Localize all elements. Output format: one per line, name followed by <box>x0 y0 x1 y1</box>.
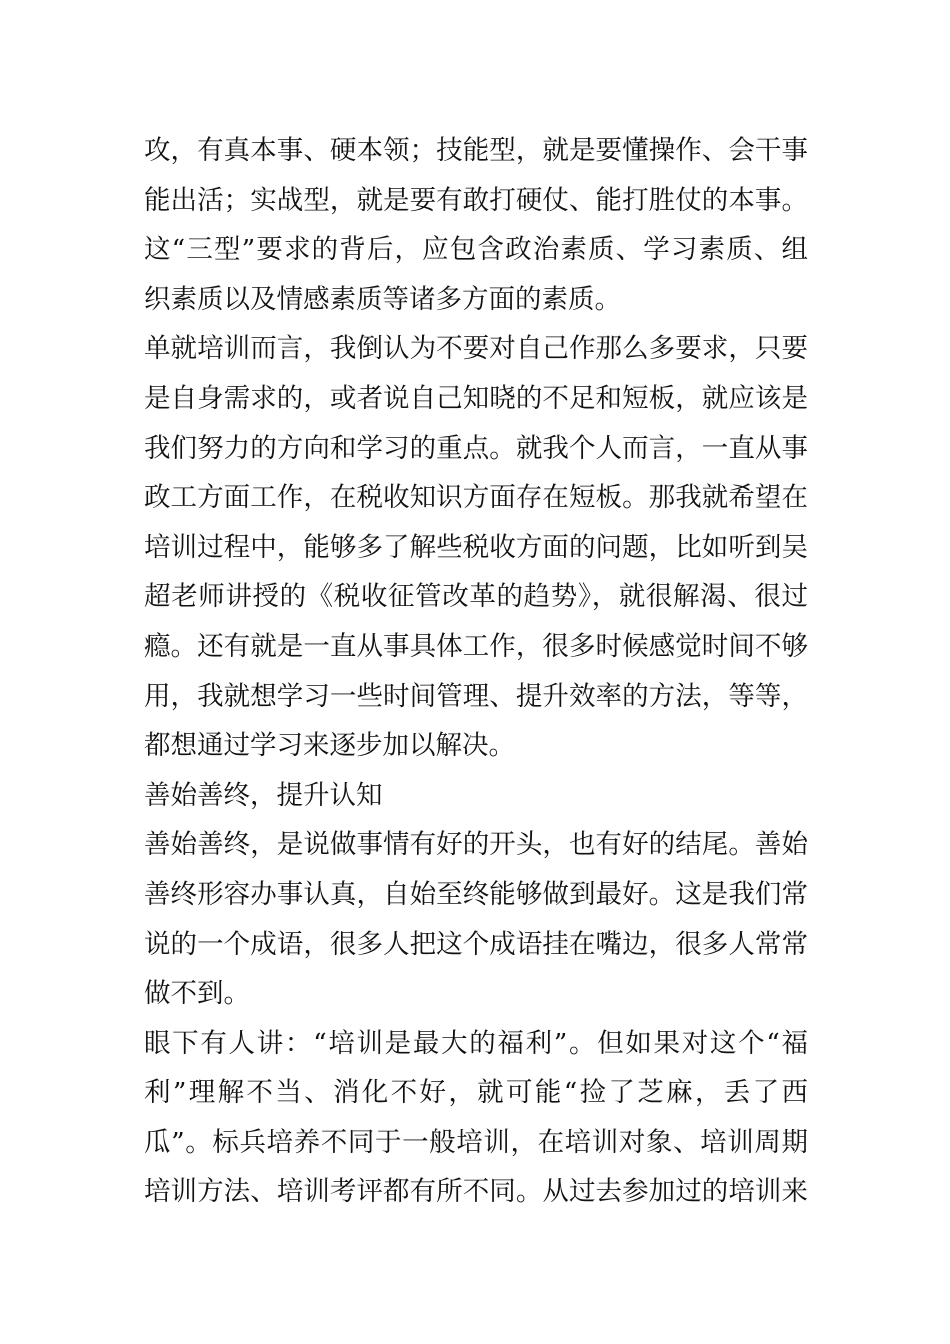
text-line: 善终形容办事认真，自始至终能够做到最好。这是我们常 <box>144 878 808 910</box>
text-line: 培训过程中，能够多了解些税收方面的问题，比如听到吴 <box>144 531 808 563</box>
text-line: 是自身需求的，或者说自己知晓的不足和短板，就应该是 <box>144 382 808 414</box>
text-line: 善始善终，是说做事情有好的开头，也有好的结尾。善始 <box>144 829 808 861</box>
text-line: 说的一个成语，很多人把这个成语挂在嘴边，很多人常常 <box>144 928 808 960</box>
text-line: 超老师讲授的《税收征管改革的趋势》，就很解渴、很过 <box>144 581 808 613</box>
text-line: 瘾。还有就是一直从事具体工作，很多时候感觉时间不够 <box>144 630 808 662</box>
text-line: 攻，有真本事、硬本领；技能型，就是要懂操作、会干事 <box>144 135 808 166</box>
document-body <box>144 126 808 1217</box>
text-line: 瓜”。标兵培养不同于一般培训，在培训对象、培训周期 <box>144 1126 808 1158</box>
text-line: 织素质以及情感素质等诸多方面的素质。 <box>144 283 621 315</box>
text-line: 都想通过学习来逐步加以解决。 <box>144 730 515 762</box>
section-heading: 善始善终，提升认知 <box>144 779 383 811</box>
text-line: 用，我就想学习一些时间管理、提升效率的方法，等等， <box>144 680 808 712</box>
text-line: 培训方法、培训考评都有所不同。从过去参加过的培训来 <box>144 1176 808 1208</box>
text-line: 做不到。 <box>144 978 250 1010</box>
text-line: 能出活；实战型，就是要有敢打硬仗、能打胜仗的本事。 <box>144 184 808 216</box>
text-line: 利”理解不当、消化不好，就可能“捡了芝麻，丢了西 <box>144 1077 808 1109</box>
text-line: 单就培训而言，我倒认为不要对自己作那么多要求，只要 <box>144 333 808 365</box>
text-line: 政工方面工作，在税收知识方面存在短板。那我就希望在 <box>144 482 808 514</box>
text-line: 眼下有人讲：“培训是最大的福利”。但如果对这个“福 <box>144 1027 808 1059</box>
text-line: 我们努力的方向和学习的重点。就我个人而言，一直从事 <box>144 432 808 464</box>
text-line: 这“三型”要求的背后，应包含政治素质、学习素质、组 <box>144 234 808 266</box>
